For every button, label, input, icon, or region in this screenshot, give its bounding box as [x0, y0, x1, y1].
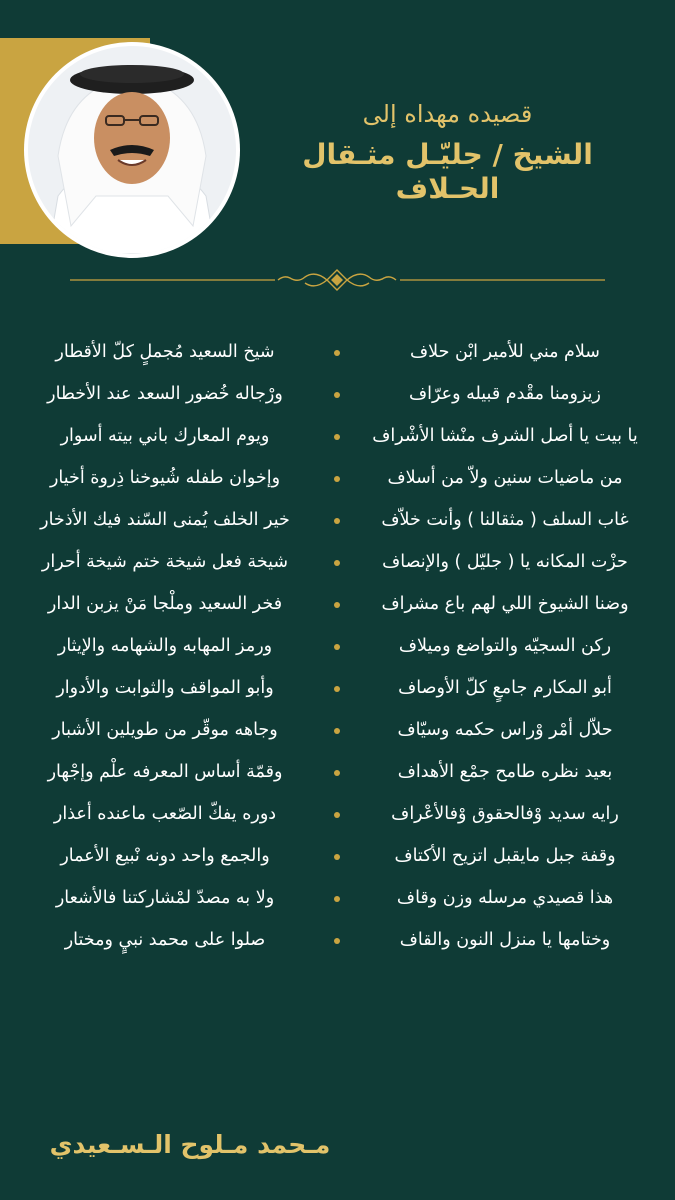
verse-second-hemistich: ورْجاله خُضور السعد عند الأخطار [47, 384, 283, 404]
bullet-dot-icon [334, 854, 340, 860]
verse-second-hemistich: وأبو المواقف والثوابت والأدوار [56, 678, 274, 698]
verse-first-hemistich: ركن السجيّه والتواضع وميلاف [398, 636, 612, 656]
verse-first-hemistich: زيزومنا مقْدم قبيله وعرّاف [408, 384, 601, 404]
verse-second-hemistich: وإخوان طفله شُيوخنا ذِروة أخيار [49, 468, 281, 488]
verse-second-hemistich: خير الخلف يُمنى السّند فيك الأذخار [40, 510, 290, 530]
poem-verse [0, 755, 675, 797]
poem-verse [0, 923, 675, 965]
poem-verse [0, 335, 675, 377]
bullet-dot-icon [334, 896, 340, 902]
bullet-dot-icon [334, 644, 340, 650]
poem-verse [0, 797, 675, 839]
poem-verse [0, 629, 675, 671]
poem-verse [0, 881, 675, 923]
bullet-dot-icon [334, 602, 340, 608]
verse-first-hemistich: وختامها يا منزل النون والقاف [399, 930, 611, 950]
bullet-dot-icon [334, 686, 340, 692]
poem-verse [0, 587, 675, 629]
verse-first-hemistich: هذا قصيدي مرسله وزن وقاف [396, 888, 614, 908]
verse-second-hemistich: ورمز المهابه والشهامه والإيثار [57, 636, 273, 656]
verse-first-hemistich: وضنا الشيوخ اللي لهم باع مشراف [381, 594, 629, 614]
title-honoree: الشيخ / جليّـل مثـقال الحـلاف [302, 138, 593, 205]
verse-first-hemistich: حزْت المكانه يا ( جليّل ) والإنصاف [382, 552, 628, 572]
poem-verse [0, 713, 675, 755]
verse-second-hemistich: وجاهه موقّر من طويلين الأشبار [52, 720, 278, 740]
poem-verse [0, 419, 675, 461]
verse-first-hemistich: أبو المكارم جامعٍ كلّ الأوصاف [398, 678, 612, 698]
poem-verse [0, 461, 675, 503]
bullet-dot-icon [334, 518, 340, 524]
poem-verse [0, 545, 675, 587]
poem-verse [0, 377, 675, 419]
poem-verse [0, 839, 675, 881]
poet-signature: مـحمد مـلوح الـسـعيدي [49, 1130, 331, 1159]
bullet-dot-icon [334, 350, 340, 356]
verse-first-hemistich: يا بيت يا أصل الشرف منْشا الأشْراف [372, 426, 638, 446]
title-dedication: قصيده مهداه إلى [362, 100, 533, 128]
portrait-icon [28, 46, 236, 254]
verse-second-hemistich: دوره يفكّ الصّعب ماعنده أعذار [53, 804, 277, 824]
verse-first-hemistich: سلام مني للأمير ابْن حلاف [410, 342, 600, 362]
verse-first-hemistich: حلاّل أمْر وْراس حكمه وسيّاف [397, 720, 613, 740]
verse-second-hemistich: ويوم المعارك باني بيته أسوار [60, 426, 270, 446]
verse-first-hemistich: من ماضيات سنين ولاّ من أسلاف [387, 468, 623, 488]
verse-second-hemistich: شيخة فعل شيخة ختم شيخة أحرار [41, 552, 289, 572]
bullet-dot-icon [334, 938, 340, 944]
bullet-dot-icon [334, 392, 340, 398]
bullet-dot-icon [334, 476, 340, 482]
ornament-divider-icon [70, 267, 605, 293]
bullet-dot-icon [334, 728, 340, 734]
verse-second-hemistich: صلوا على محمد نبيٍ ومختار [64, 930, 266, 950]
bullet-dot-icon [334, 560, 340, 566]
portrait-photo [28, 46, 236, 254]
verse-second-hemistich: ولا به مصدّ لمْشاركتنا فالأشعار [55, 888, 275, 908]
verse-first-hemistich: وقفة جبل مايقبل اتزيح الأكتاف [394, 846, 616, 866]
bullet-dot-icon [334, 434, 340, 440]
bullet-dot-icon [334, 812, 340, 818]
bullet-dot-icon [334, 770, 340, 776]
poem-verse [0, 671, 675, 713]
verse-first-hemistich: بعيد نظره طامح جمْع الأهداف [397, 762, 613, 782]
verse-second-hemistich: شيخ السعيد مُجملٍ كلّ الأقطار [55, 342, 275, 362]
poem-verse [0, 503, 675, 545]
verse-second-hemistich: فخر السعيد وملْجا مَنْ يزبن الدار [47, 594, 283, 614]
poem-body [0, 335, 675, 965]
verse-first-hemistich: غاب السلف ( مثقالنا ) وأنت خلاّف [381, 510, 629, 530]
verse-first-hemistich: رايه سديد وْفالحقوق وْفالأعْراف [391, 804, 619, 824]
title-block [250, 98, 645, 206]
verse-second-hemistich: والجمع واحد دونه نْبيع الأعمار [60, 846, 270, 866]
verse-second-hemistich: وقمّة أساس المعرفه علْم وإجْهار [47, 762, 283, 782]
